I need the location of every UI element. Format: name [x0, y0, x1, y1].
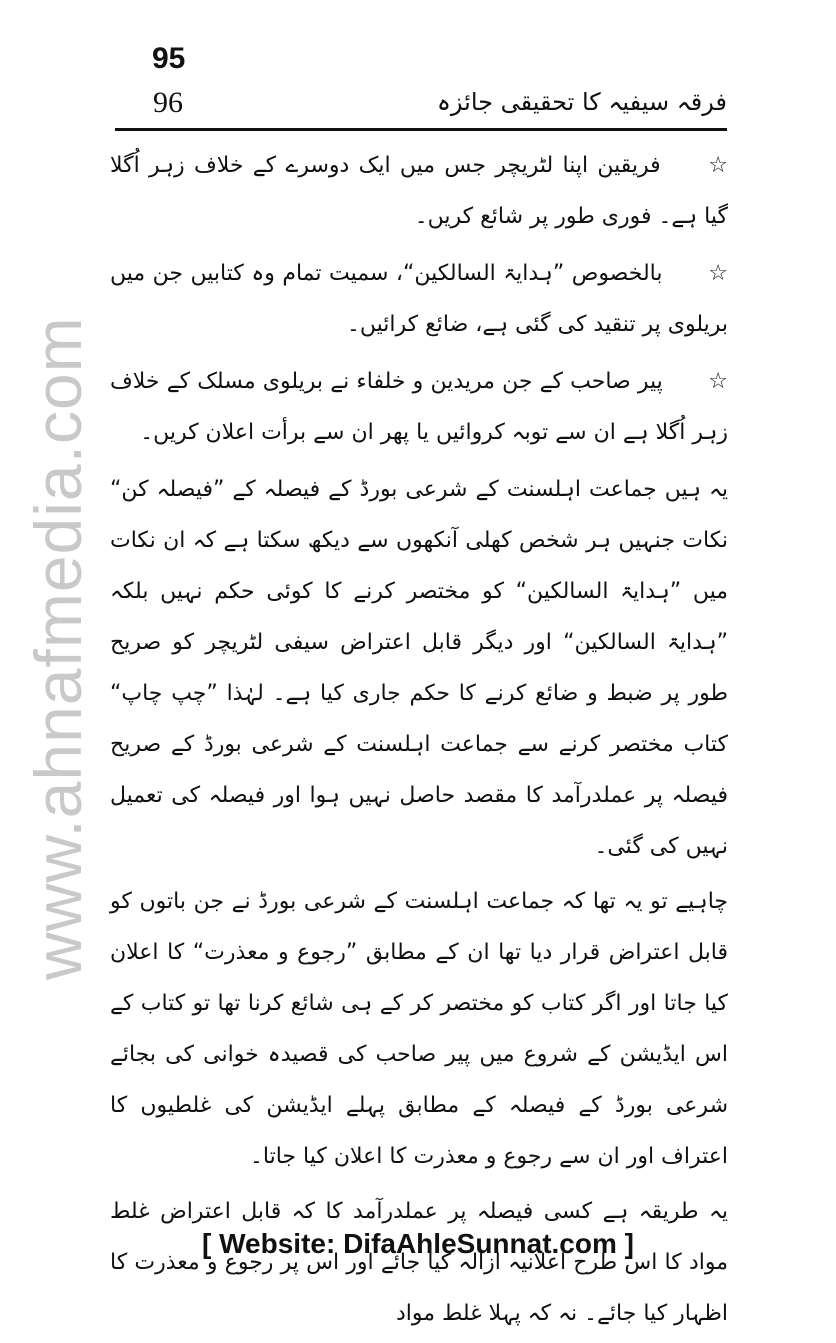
watermark: www.ahnafmedia.com: [21, 316, 95, 980]
page-body: [110, 140, 728, 1343]
paragraph: چاہیے تو یہ تھا کہ جماعت اہلسنت کے شرعی بورڈ نے جن باتوں کو قابل اعتراض قرار دیا تھا ان کے مطابق ”رجوع و معذرت“ کا اعلان کیا جاتا اور اگر کتاب کو مختصر کر کے ہی شائع کرنا تھا تو کتاب کے اس ایڈیشن کے شروع میں پیر صاحب کی قصیدہ خوانی کی بجائے شرعی بورڈ کے فیصلہ کے مطابق پہلے ایڈیشن کی غلطیوں کا اعتراف اور ان سے رجوع و معذرت کا اعلان کیا جاتا۔: [110, 889, 728, 1169]
book-title: فرقہ سیفیہ کا تحقیقی جائزہ: [436, 88, 727, 116]
bullet-text: بالخصوص ”ہدایۃ السالکین“، سمیت تمام وہ کتابیں جن میں بریلوی پر تنقید کی گئی ہے، ضائع کرائیں۔: [110, 261, 728, 337]
bullet-text: فریقین اپنا لٹریچر جس میں ایک دوسرے کے خلاف زہر اُگلا گیا ہے۔ فوری طور پر شائع کریں۔: [110, 153, 728, 229]
page-header: [115, 82, 727, 131]
page-number-top: 95: [152, 42, 186, 75]
paragraph: یہ ہیں جماعت اہلسنت کے شرعی بورڈ کے فیصلہ کے ”فیصلہ کن“ نکات جنہیں ہر شخص کھلی آنکھوں سے دیکھ سکتا ہے کہ ان نکات میں ”ہدایۃ السالکین“ کو مختصر کرنے کا کوئی حکم نہیں بلکہ ”ہدایۃ السالکین“ اور دیگر قابل اعتراض سیفی لٹریچر کو صریح طور پر ضبط و ضائع کرنے کا حکم جاری کیا ہے۔ لہٰذا ”چپ چاپ“ کتاب مختصر کرنے سے جماعت اہلسنت کے شرعی بورڈ کے صریح فیصلہ پر عملدرآمد کا مقصد حاصل نہیں ہوا اور فیصلہ کی تعمیل نہیں کی گئی۔: [110, 477, 728, 859]
bullet-item: [110, 356, 728, 458]
bullet-item: [110, 140, 728, 242]
bullet-text: پیر صاحب کے جن مریدین و خلفاء نے بریلوی مسلک کے خلاف زہر اُگلا ہے ان سے توبہ کروائیں یا پھر ان سے برأت اعلان کریں۔: [110, 369, 728, 445]
paragraph: یہ طریقہ ہے کسی فیصلہ پر عملدرآمد کا کہ قابل اعتراض غلط مواد کا اس طرح اعلانیہ ازالہ کیا جائے اور اس پر رجوع و معذرت کا اظہار کیا جائے۔ نہ کہ پہلا غلط مواد: [110, 1199, 728, 1326]
book-page-number: 96: [153, 86, 183, 119]
star-icon: ☆: [708, 261, 728, 286]
star-icon: ☆: [708, 369, 728, 394]
website-footer: [ Website: DifaAhleSunnat.com ]: [202, 1228, 634, 1259]
star-icon: ☆: [708, 153, 729, 178]
bullet-item: [110, 248, 728, 350]
